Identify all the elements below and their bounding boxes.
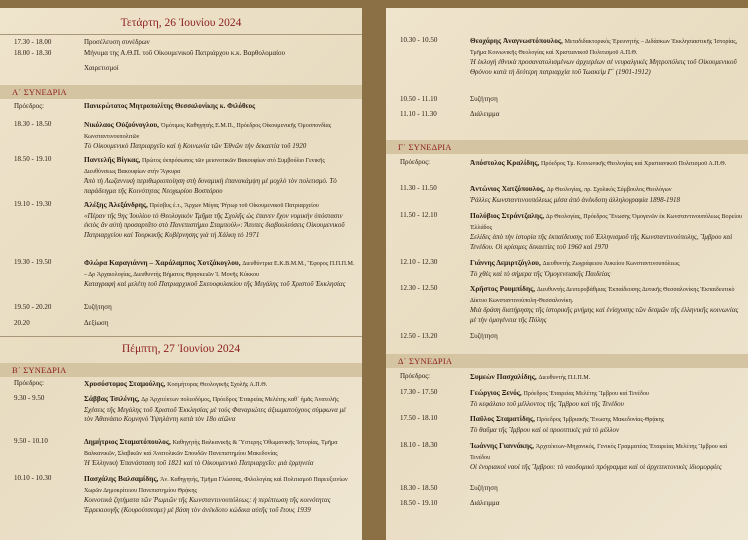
row-time: 18.00 - 18.30 xyxy=(14,49,52,57)
row-time: 12.10 - 12.30 xyxy=(400,258,438,266)
talk-title: Μιὰ δράση διατήρησης τῆς ἱστορικῆς μνήμης καὶ ἐνίσχυσης τῶν δεσμῶν τῆς ἑλληνικῆς κοινωνίας μὲ τὴν ὁμογένεια τῆς Πόλης xyxy=(470,306,739,324)
row-time: 19.50 - 20.20 xyxy=(14,303,52,311)
speaker-name: Ἀπόστολος Κραλίδης, xyxy=(470,158,540,167)
affiliation: Διευθυντὴς Δευτεροβάθμιας Ἐκπαίδευσης Δυτικῆς Θεσσαλονίκης Ἐκπαιδευτικὸ Δίκτυο Κωνσταντινούπολη-Θεσσαλονίκη. xyxy=(470,287,735,304)
affiliation: Πρώτος ἐκπρόσωπος τῶν μειονοτικῶν Βακουφίων στὸ Συμβούλιο Γενικῆς Διευθύνσεως Βακουφίων στὴν Ἄγκυρα xyxy=(84,158,325,175)
affiliation: Ἀν. Καθηγητής, Τμῆμα Γλώσσας, Φιλολογίας καὶ Πολιτισμοῦ Παρευξεινίων Χωρῶν Δημοκρίτειου Πανεπιστημίου Θρᾴκης xyxy=(84,477,348,494)
divider xyxy=(0,34,362,35)
row-text: Συζήτηση xyxy=(84,303,112,311)
row-text: Πανιερώτατος Μητροπολίτης Θεσσαλονίκης κ. Φιλόθεος xyxy=(84,102,256,110)
row-text: Προσέλευση συνέδρων xyxy=(84,38,150,46)
speaker-name: Γεώργιος Ξενός, xyxy=(470,388,522,397)
talk-title: Οἱ ἐνοριακοὶ ναοὶ τῆς Ἴμβρου: τὸ ναοδομικὸ πρόγραμμα καὶ οἱ ἀρχιτεκτονικὲς ἰδιομορφίες xyxy=(470,463,722,472)
row-time: 18.50 - 19.10 xyxy=(14,155,52,163)
speaker-name: Δημήτριος Σταματόπουλος, xyxy=(84,437,171,446)
speaker-name: Παῦλος Σταματίδης, xyxy=(470,414,536,423)
talk-title: Ἡ Ἑλληνικὴ Ἐπανάσταση τοῦ 1821 καὶ τὸ Οἰκουμενικὸ Πατριαρχεῖο: μιὰ ἑρμηνεία xyxy=(84,459,314,468)
speaker-name: Πασχάλης Βαλσαμίδης, xyxy=(84,474,159,483)
talk-title: Τὸ κεφάλαιο τοῦ μέλλοντος τῆς Ἴμβρου καὶ τῆς Τενέδου xyxy=(470,399,624,408)
divider xyxy=(0,336,362,337)
row-time: 18.10 - 18.30 xyxy=(400,441,438,449)
affiliation: Δρ Θεολογίας, Πρόεδρος Ἕνωσης Ὁμογενῶν ἐκ Κωνσταντινουπόλεως Βορείου Ἑλλάδος xyxy=(470,214,742,231)
affiliation: Ἀρχιτέκτων-Μηχανικός, Γενικὸς Γραμματέας Ἑταιρείας Μελέτης Ἴμβρου καὶ Τενέδου xyxy=(470,444,728,461)
affiliation: Μεταδιδακτορικὸς Ἐρευνητὴς – Διδάσκων Ἐκκλησιαστικῆς Ἱστορίας, Τμῆμα Κοινωνικῆς Θεολογίας καὶ Χριστιανικοῦ Πολιτισμοῦ Α.Π.Θ. xyxy=(470,39,738,56)
affiliation: Κοσμήτορας Θεολογικῆς Σχολῆς Α.Π.Θ. xyxy=(167,382,268,388)
row-time: 19.30 - 19.50 xyxy=(14,258,52,266)
row-text: Συζήτηση xyxy=(470,332,498,340)
talk-title: Τὸ χθὲς καὶ τὸ σήμερα τῆς Ὁμογενειακῆς Παιδείας xyxy=(470,269,611,278)
speaker-name: Σάββας Τσιλένης, xyxy=(84,394,140,403)
session-d-header: Δ΄ ΣΥΝΕΔΡΙΑ xyxy=(386,354,748,368)
row-text: Χαιρετισμοί xyxy=(84,64,119,72)
affiliation: Πρόεδρος Τμ. Κοινωνικῆς Θεολογίας καὶ Χριστιανικοῦ Πολιτισμοῦ Α.Π.Θ. xyxy=(541,161,727,167)
talk-title: Κοινοτικὰ ζητήματα τῶν Ῥωμιῶν τῆς Κωνσταντινουπόλεως: ἡ περίπτωση τῆς κοινότητας Ἐρρεκιουγῆς (Κουρούτσεσμε) μὲ βάση τὸν ἀνέκδοτο κώδικα αὐτῆς τοῦ ἔτους 1939 xyxy=(84,496,331,514)
affiliation: Δρ Ἀρχιτέκτων πολεοδόμος, Πρόεδρος Ἑταιρείας Μελέτης καθ᾽ ἡμᾶς Ἀνατολῆς xyxy=(141,397,339,403)
row-text: Διάλειμμα xyxy=(470,499,500,507)
affiliation: Καθηγητὴς Βαλκανικῆς & Ὕστερης Ὀθωμανικῆς Ἱστορίας, Τμῆμα Βαλκανικῶν, Σλαβικῶν καὶ Ἀνατολικῶν Σπουδῶν Πανεπιστημίου Μακεδονίας xyxy=(84,440,338,457)
talk-title: Ἀπὸ τὴ Λωζαννικὴ περιθωριοποίηση στὴ δυναμικὴ ἐπανακάμψη μὲ μοχλὸ τὸν πολιτισμό. Τὸ παράδειγμα τῆς Κοινότητας Νεοχωρίου Βοσπόρου xyxy=(84,177,337,195)
speaker-name: Φλώρα Καραγιάννη – Χαράλαμπος Χοτζάκογλου, xyxy=(84,258,241,267)
row-time: 18.30 - 18.50 xyxy=(14,120,52,128)
speaker-name: Συμεὼν Πασχαλίδης, xyxy=(470,372,537,381)
row-time: 10.10 - 10.30 xyxy=(14,474,52,482)
row-time: 9.50 - 10.10 xyxy=(14,437,48,445)
speaker-name: Γιάννης Δεμιρτζόγλου, xyxy=(470,258,541,267)
row-time: 18.50 - 19.10 xyxy=(400,499,438,507)
talk-title: Σελίδες ἀπὸ τὴν ἱστορία τῆς ἐκπαίδευσης τοῦ Ἑλληνισμοῦ τῆς Κωνσταντινούπολης, Ἴμβρου καὶ Τενέδου. Οἱ κρίσιμες δεκαετίες τοῦ 1960 καὶ 1970 xyxy=(470,233,733,251)
row-time: 17.50 - 18.10 xyxy=(400,414,438,422)
row-time: 11.30 - 11.50 xyxy=(400,184,437,192)
day1-title: Τετάρτη, 26 Ἰουνίου 2024 xyxy=(120,17,242,29)
row-time: 11.10 - 11.30 xyxy=(400,110,437,118)
speaker-name: Νικόλαος Οὐζούνογλου, xyxy=(84,120,160,129)
session-b-header: Β΄ ΣΥΝΕΔΡΙΑ xyxy=(0,363,362,377)
day2-title: Πέμπτη, 27 Ἰουνίου 2024 xyxy=(121,343,241,355)
talk-title: Τὸ θαῦμα τῆς Ἴμβρου καὶ οἱ προοπτικὲς γιὰ τὸ μέλλον xyxy=(470,425,620,434)
affiliation: Διευθυντὴς Ζωγράφειου Λυκείου Κωνσταντινουπόλεως xyxy=(542,261,680,267)
speaker-name: Θεοχάρης Ἀναγνωστόπουλος, xyxy=(470,36,563,45)
row-time: 12.30 - 12.50 xyxy=(400,284,438,292)
row-time: Πρόεδρος: xyxy=(400,372,430,380)
speaker-name: Ἰωάννης Γιαννάκης, xyxy=(470,441,535,450)
row-time: 19.10 - 19.30 xyxy=(14,200,52,208)
right-page xyxy=(386,8,748,540)
talk-title: Τὸ Οἰκουμενικὸ Πατριαρχεῖο καὶ ἡ Κοινωνία τῶν Ἐθνῶν τὴν δεκαετία τοῦ 1920 xyxy=(84,142,307,151)
talk-title: Ῥάλλες Κωνσταντινουπόλεως μέσα ἀπὸ ἀνέκδοτη ἀλληλογραφία 1898-1918 xyxy=(470,195,680,204)
row-time: Πρόεδρος: xyxy=(400,158,430,166)
affiliation: Δρ Θεολογίας, πρ. Σχολικὸς Σύμβουλος Θεολόγων xyxy=(546,187,672,193)
talk-title: «Πέραν τῆς 9ης Ἰουλίου τὸ Θεολογικὸν Τμῆμα τῆς Σχολῆς ὡς ἐπανεν ἔχον νομικὴν ὑπόστασιν ἐκτὸς ἂν αὐτὴ προσαρτᾶτο στὸ Πανεπιστήμιο Σταμπούλ»: Ἄτυπες διαβουλεύσεις Οἰκουμενικοῦ Πατριαρχείου καὶ Τουρκικῆς Κυβέρνησης γιὰ τὴ Χάλκη τὸ 1971 xyxy=(84,211,345,239)
talk-title: Σχέσεις τῆς Μεγάλης τοῦ Χριστοῦ Ἐκκλησίας μὲ τοὺς Φαναριώτες ἀξιωματούχους σύμφωνα μὲ τὸν Ἀθανάσιο Κομνηνὸ Ὑψηλάντη κατὰ τὸν 18ο αἰῶνα xyxy=(84,405,346,424)
session-a-header: Α΄ ΣΥΝΕΔΡΙΑ xyxy=(0,85,362,99)
affiliation: Διευθυντὴς Π.Ι.Π.Μ. xyxy=(538,375,591,381)
speaker-name: Ἀντώνιος Χατζόπουλος, xyxy=(470,184,545,193)
affiliation: Πρόεδρος Ἰμβριακῆς Ἕνωσης Μακεδονίας-Θρᾴκης xyxy=(536,417,665,423)
affiliation: Ὁμότιμος Καθηγητής Ε.Μ.Π., Πρόεδρος Οἰκουμενικῆς Ὁμοσπονδίας Κωνσταντινουπολιτῶν xyxy=(84,123,332,140)
talk-title: Καταγραφὴ καὶ μελέτη τοῦ Πατριαρχικοῦ Σκευοφυλακίου τῆς Μεγάλης τοῦ Χριστοῦ Ἐκκλησίας xyxy=(84,280,346,289)
row-text: Συζήτηση xyxy=(470,95,498,103)
affiliation: Πρόεδρος Ἑταιρείας Μελέτης Ἴμβρου καὶ Τενέδου xyxy=(523,391,649,397)
session-c-header: Γ΄ ΣΥΝΕΔΡΙΑ xyxy=(386,140,748,154)
row-text: Δεξίωση xyxy=(84,319,109,327)
row-time: 12.50 - 13.20 xyxy=(400,332,438,340)
row-time: 11.50 - 12.10 xyxy=(400,211,438,219)
affiliation: Διευθύντρια Ε.Κ.Β.Μ.Μ., Ἔφορος Π.Π.Π.Μ. – Δρ Ἀρχαιολογίας, Διευθυντὴς Βήματος Θρησκειῶν Ἱ. Μονῆς Κύκκου xyxy=(84,261,355,278)
speaker-name: Χρῆστος Ρουμπίδης, xyxy=(470,284,536,293)
row-time: 10.50 - 11.10 xyxy=(400,95,438,103)
speaker-name: Χρυσόστομος Σταμούλης, xyxy=(84,379,166,388)
row-text: Μήνυμα της Α.Θ.Π. τοῦ Οἰκουμενικοῦ Πατριάρχου κ.κ. Βαρθολομαίου xyxy=(84,49,285,57)
row-time: 20.20 xyxy=(14,319,30,327)
row-time: Πρόεδρος: xyxy=(14,102,44,110)
left-page xyxy=(0,8,362,540)
row-time: Πρόεδρος: xyxy=(14,379,44,387)
speaker-name: Ἀλέξης Ἀλεξάνδρης, xyxy=(84,200,148,209)
talk-title: Ἡ ἐκλογὴ ἐθνικὰ προσανατολισμένων ἀρχιερέων σὲ νευραλγικὲς Μητροπόλεις τοῦ Οἰκουμενικοῦ Θρόνου κατὰ τὴ δεύτερη πατριαρχία τοῦ Ἰωακεὶμ Γ΄ (1901-1912) xyxy=(470,58,737,76)
row-time: 10.30 - 10.50 xyxy=(400,36,438,44)
row-time: 9.30 - 9.50 xyxy=(14,394,45,402)
row-time: 18.30 - 18.50 xyxy=(400,484,438,492)
speaker-name: Παντελῆς Βίγκας, xyxy=(84,155,141,164)
affiliation: Πρέσβυς ἐ.τ., Ἄρχων Μέγας Ῥήτωρ τοῦ Οἰκουμενικοῦ Πατριαρχείου xyxy=(149,203,319,209)
speaker-name: Πολύβιος Στράντζαλης, xyxy=(470,211,545,220)
row-time: 17.30 - 18.00 xyxy=(14,38,52,46)
row-text: Συζήτηση xyxy=(470,484,498,492)
row-time: 17.30 - 17.50 xyxy=(400,388,438,396)
row-text: Διάλειμμα xyxy=(470,110,500,118)
